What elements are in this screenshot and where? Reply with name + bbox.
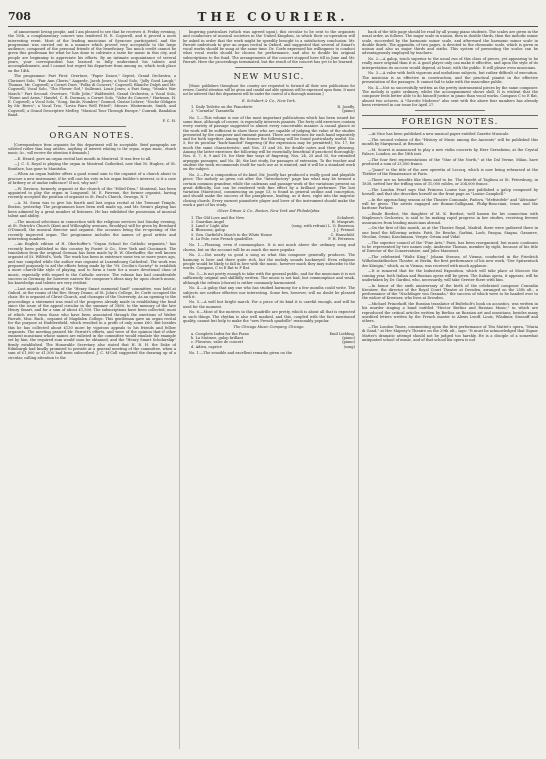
item-author: (piano): [342, 340, 355, 345]
column-left: [8, 30, 176, 753]
review-list: [191, 332, 355, 349]
review-paragraph: No. 4.—Not so successfully written as the pretty instrumental pieces by the same composer. The melody is quite ordinary, whilst the accompaniment shows skill. It is evident that the composer feels better able to do himself justice in piano than vocal works. Compass C to E flat, almost two octaves. A "Gavotte Moderne" also sent with the above four numbers has already been reviewed in our issue for April 27.: [362, 85, 538, 107]
item-title: 2. "Cornelia" Tarantella: [191, 109, 234, 114]
item-author: R. Josefly.: [337, 105, 355, 110]
news-item: —In honor of the sixth anniversary of the birth of the celebrated composer Conradin Kreutzer, the director of the Royal Court Theatre at Dresden, arranged on the 25th ult., a performance of the "Nachtlager von Granada," the success of which were to be handed over to the widow of Kreutzer, who lives at Dresden.: [362, 283, 538, 301]
page-number: 708: [8, 10, 31, 23]
news-item: —Michael Princekoff, the Russian translator of Bulteholt's book on acoustics, was written in his murder singing a band entitled "Hector Berlioz and Russian Music," in which are reproduced the critical articles written by Berlioz on Russian art and musicians, besides many unedited letters written by the French master to Alexis Lwoff, Louis, Wladimir, Stassoff and others.: [362, 302, 538, 324]
review-paragraph: No. 6.—Most of the motives in this quadrille are pretty, which is about all that is expected in such things. The rhythm is also well marked, and this, coupled with the fact mentioned quality, cannot but help to make the "new French quadrille" reasonably popular.: [183, 310, 355, 324]
author-signature: F. C. H.: [162, 118, 176, 123]
news-item: —The second volume of the "History of Music among the Ancients" will be published this month by Marquezail, at Brussels.: [362, 137, 538, 147]
news-item: —The London Times, commenting upon the first performance of Tito Mattei's opera, "Maria di Gand," at Her Majesty's Theatre on the 29th ult., says: "It must be acknowledged that Signor Mattei's dramatic attempt should not be judged too harshly. He is a disciple of a somewhat antiquated school of music, and of that school his opera is not: [362, 324, 538, 342]
review-list: [191, 105, 355, 114]
news-item: —"Jaunt" is the title of the new operetta of Lecocq, which is now being rehearsed at the Théâtre of the Renaissance at Paris.: [362, 167, 538, 177]
item-title: b. La Matinee, galop brillant: [191, 335, 244, 340]
news-item: —Emile Bordsst, the daughter of M. K. Bordsst, well known for his connection with Mapleson's Orchestra, is said to be making rapid progress in her studies, receiving fervent assurances from leading musicians abroad.: [362, 212, 538, 225]
column-right: [362, 30, 538, 753]
editor-note: [Music publishers throughout the country are requested to forward all their new publications for review. Careful attention will be given and candid and able opinions will be expressed upon them. It must not be inferred that this department will be under the control of a thorough musician.]: [183, 84, 355, 96]
review-paragraph: No. 5.—A well but bright march. For a piece of its kind it is careful enough, and will be used for the moment.: [183, 300, 355, 309]
section-heading-new-music: NEW MUSIC.: [233, 72, 305, 83]
header-rule: [8, 26, 538, 27]
item-title: d. Adieu, caprice: [191, 344, 222, 349]
section-divider: [58, 126, 125, 127]
item-author: Emil Liebling.: [329, 331, 355, 336]
news-item: —There are no benefits like them said to be. The benefit of Taglioni at St. Petersburg, in 1838, netted her the trifling sum of 31,000 rubles, or 204,000 francs.: [362, 177, 538, 187]
news-item: —In the approaching season at the Theatre Comunale, Padova, "Mefistofele" and "Africaine" will be given. The artists engaged are Boman-Galligaani, Philip-Boncciani, tenor, and the baritone Parhoni.: [362, 197, 538, 211]
news-item: —J. C. S. Royal is playing the organ in Montreal Cathedral, now that M. Hughes, of St. Boniface, has gone to Manitoba.: [8, 162, 176, 171]
review-paragraph: No. 2.—Not nearly so good a song as what this composer generally produces. The harmony is here and there quite rich, but the melody sounds hackneyed. Even religious people would be likely to fall in love with the music, however much they may subscribe to the words. Compass, C to E flat to F flat.: [183, 253, 355, 271]
item-author: (song, with refrain) L. O. Emerson.: [291, 224, 355, 229]
news-item: —On the first of this month, as at the Theatre Royal, Madrid, there were gathered there in one head the following artists: Patti, De Rescke, Garbini, Loeb, Pasqua, Stagno, Gazzarre, Nicolini, Orsini, Kaschmann, Verger, Ortam and Vidal.: [362, 226, 538, 239]
section-heading-organ-notes: ORGAN NOTES.: [49, 131, 135, 142]
section-divider: [415, 110, 485, 111]
news-item: —E. Heard, gave an organ recital last month in Montreal. It was free to all.: [14, 156, 152, 161]
review-list: [191, 216, 355, 242]
review-paragraph: No. 4.—A galop that any one who has studied harmony for a few months could write. The subjects are neither effective nor interesting. Some few, however, will no doubt be pleased with it.: [183, 286, 355, 299]
news-item: —The London Pearl says that Princess Louise has just published a galop composed by herself, and that she describes herself on the front page as "Louise Campbell.": [362, 187, 538, 197]
publisher-name: The Chicago Music Company, Chicago.: [233, 325, 305, 330]
review-paragraph: No. 1.—Pleasing, even if commonplace. It is not much above the ordinary song and chorus, but on the account will be as much the more popular.: [183, 243, 355, 252]
publisher-name: E. Schubert & Co., New York.: [241, 98, 297, 103]
review-paragraph: No. 2.—For a composition of its kind, Mr. Josefly has produced a really good and playable piece. The melody as given out after the "Introductory" page has what may be termed a certain common grandeur, while the cadenzas and passage-work of the variations present no great difficulty, but can be rendered with fine effect by a brilliant performer. The last variation (Maestoso), commencing on page 13, is found in general outline and conception, and should make the success of the paraphrase, leading, as it does, right into the majestic closing chords. Every earnest pianoforte player and lover of the instrument should make the work a part of his study.: [183, 172, 355, 207]
news-item: —The superior council of the "Fine Arts," Paris, has been reorganized; but music continues to be represented by two names only: Ambroise Thomas, member by right, because of his title of Director of the Conservatoire, and Jules Massenet.: [362, 240, 538, 254]
item-author: (piano): [342, 335, 355, 340]
news-item: —The musical selections in connection with the religious services last Sunday evening, at St. Patrick's Church (Kent and Willoughby avenues, Brooklyn) will be given by Bernhard O'Donnell, the musical director and organist, the occasion being the re-opening of the recently improved organ. The programme includes the names of good artists and interesting numbers.: [8, 219, 176, 241]
item-author: H. Muspratt.: [331, 219, 355, 224]
list-item: [191, 109, 355, 113]
article-paragraph: The programme: Part First: Overture, "Paper Dance," Septet, Grand Orchestra; a Clarionet Solo, "Fair Ann Cheris," Aagarde, Jacob Jones; a Vocal Solo, "Jolly Good Laugh," Thomas, Mr. Cogswell; a Cornet Duet, "Polka di Concert," Cogswell, Blanche Dolph and Mr. Cogswell; Vocal Solo, "The Flower Girl," Sullivant, Louis Jones; a Part Song, "Monk's War March." Part Second: Overture, "Tolle Jolie," Waldteufel, Grand Orchestra; a Vocal Solo, "Home and Arms," Handel, C. B. Dorman; a Cornet Solo, "Valse de Concert," Hartman, H. E. Cogswell; a Vocal Solo, "Song, Smile, Number," Gounod, Gustav Lehrer; "Noche Obligato by Mr. Beers"; a Vocal Trio, "Lovin Fairs Well Fitted"; Messrs. Wintermute, Smith, and Cogswell; a Grand Descriptive Medley, "Musical Tour Through Europe," Conradi, Bandalon Band.: [8, 74, 176, 118]
item-author: J. J. Freund.: [333, 228, 355, 233]
item-title: 3. Land o' Light Afar: [191, 224, 229, 229]
item-title: c. Fluvatus, valse de concert: [191, 340, 244, 345]
item-author: C. Hanschild.: [330, 232, 355, 237]
review-paragraph: No. 3.—A valse with both vigorous and melodious subjects, but rather difficult of execution. The musician is as effective in construction, and the practical pianist in the effective presentation of the passages. It cannot fail to take with the masculine public.: [362, 71, 538, 85]
news-item: —Last month a meeting of the "Henry Smart memorial fund" committee, was held at Oxford, at the rooms of the Rev. Henry Deane, of St. John's College, Dr. Corfe occupied the chair. He is organist of Christ Church, and choragus of the University. As an opening to the proceedings a statement was read of the progress already made in establishing the fund since the issue of the appeal circular in the summer of 1880, to the memory of the late Henry Smart, and for a sum of about £1,500. The subscriptions have been collected, most of which were from those who have been associated through the exertions of Walter Parratt, Mus. Bach., organist of Magdalen College. This gentleman gave an organ recital for the purpose at Huddersfield, which resulted in a profit of only some £60. But besides this he has collected about £130 more by vigorous appeals to his friends and fellow organists. The meeting praised Mr. Parratt's efforts, and were of the opinion that if other eminent musicians whose names are enlisted in the committee would emulate the example set by him, the required sum would soon be obtained, and the "Henry Smart Scholarship" firmly established. The Honorable Secretary also stated that H. R. H. the Duke of Edinburgh had kindly promised to preside at a general meeting of the committee, when a sum of £1,000 or £1,500 had been subscribed. J. C. M'Coll suggested the drawing up of a circular, calling attention to the: [8, 286, 176, 360]
column-divider: [179, 30, 180, 749]
article-paragraph: of amusement loving people, and I am pleased to see that he receives it. Friday evening, the 10th, a complimentary concert was tendered H. E. Cogswell, and it proved a most interesting event. Most of the leading musicians of Syracuse participated, and the programme was carried out in a manner which proved very acceptable to the large audience, composed of the personal friends of the beneficiary. Too much credit cannot be given this gentleman for what he has done to cultivate a taste for music in this city, and people are beginning to appreciate his efforts. By an intimate acquaintance of several years, your correspondent has learned to fully understand his talents and accomplishments, and I cannot but regret his departure from among us, which took place on the 14th.: [8, 30, 176, 73]
list-item: [191, 345, 355, 349]
item-title: 1. The Old Love and the New: [191, 215, 245, 220]
item-title: a. Complete Index for the Piano: [191, 331, 249, 336]
page-header: [8, 10, 538, 24]
news-item: —M. Souret is announced to play a new violin concerto by Herr Gernsheim, at the Crystal Palace, London, on the 18th inst.: [362, 147, 538, 157]
section-divider: [235, 67, 304, 68]
news-item: —An English edition of H. Oberhoffer's "Organ School for Catholic organists," has recently been published in this country by Pustet & Co., New York and Cincinnati. The translation from the original German has been made by B. W. Oberhoffer, the well known organist of St. Wilfrid's, York. The work has been in existence some ten or more years ago, and was compiled while the author was organist at Luxembourg Cathedral. The work was prepared purposely to aid the efforts being made by the "St. Cecilia's Society" to establish a more church-like style of playing, and to form a taste for a more devotional class of music, especially with regard to the Catholic service. The volume has had considerable success in Germany, for however narrow the composer's ideas may be upon church music, his knowledge and talents are very evident.: [8, 242, 176, 286]
article-paragraph: lingering particulars (which was agreed upon), this circular to be sent to the organists and conductors of musical societies in the United Kingdom, in which their co-operation will be asked in order that the work might be speedily brought to a satisfactory conclusion. Mr. Parratt undertook to give an organ recital in Oxford, and suggested that several of Smart's vocal works should be sung at the same time. Dr. Corfe expressed his willingness to conduct what vocal works should be chosen for performance, and also to double his original subscriptions to the fund. The arrangements of the concert stopped here till in June and Mr. Parratt. Here the proceedings terminated, but the result of the concert has yet to be learned.: [183, 30, 355, 65]
masthead-title: THE COURIER.: [197, 10, 349, 24]
item-author: (song): [343, 344, 355, 349]
news-item: —The celebrated "Waltz King," Johann Strauss, of Vienna, conducted in the Friedrich Wilhelmstädtisches Theater, at Berlin, the first performance of his new work, "Der Spitzentuch der Königin," which, as in Vienna, was received with much applause.: [362, 254, 538, 268]
item-author: (piano): [342, 109, 355, 114]
news-item: —The four first representations of the "Star of the North," at the Dal Verme, Milan, have produced a sum of 23,500 francs.: [362, 157, 538, 167]
editor-note: [Correspondence from organists for this department will be acceptable. Brief paragraphs are solicited rather than long articles. Anything of interest relating to the organ, organ music, church music, &c., will receive the attention it demands.]: [8, 143, 176, 155]
column-divider: [358, 30, 359, 749]
review-paragraph: No. 3.—Is not pretty enough to take with the general public, and for the musicians it is not sufficiently original and skillfully written. The music is not bad, but commonplace and weak, although the refrain (chorus) is rather commonly harmonized.: [183, 271, 355, 285]
item-title: 5. Gen. Garfield's March to the White House: [191, 232, 273, 237]
item-author: F. H. Petersen.: [328, 237, 355, 242]
news-item: —At Nice has been published a new musical paper entitled Gazette Musicale.: [368, 132, 510, 137]
news-item: —A. M. Swan was to give his fourth and last organ recital at the Tremont Temple, Boston, yesterday. The programmes have been well made up, and Mr. Swan's playing has been admired by a great number of listeners. He has exhibited the possession of musical talent and ability.: [8, 201, 176, 218]
section-heading-foreign-notes: FOREIGN NOTES.: [362, 115, 538, 129]
review-paragraph: No. 1.—The sensible and excellent remarks given on the: [189, 350, 292, 355]
item-title: 2. Guardian Angel: [191, 219, 225, 224]
item-author: Schubert.: [337, 215, 355, 220]
news-item: —It is rumored that for the Industrial Exposition, which will take place at Moscow the coming year, both Italian and Russian opera will be given. The Italian opera, it appears, will be undertaken by Dr. Gardini, who, necessarily, will take Gerster there with him.: [362, 269, 538, 282]
publisher-name: Oliver Ditson & Co., Boston, New York and Philadelphia.: [217, 209, 321, 214]
item-title: 6. La Pole, rose French quadrilles: [191, 237, 253, 242]
review-paragraph: No. 2.—A galop, touch superior to the usual run of this class of pieces, yet appearing to be really more original than it is. A good player only can make it effective, and upon the style of its interpretation its success would depend, at least, with the public. It will please even musicians.: [362, 57, 538, 70]
list-item: [191, 237, 355, 241]
review-paragraph: back of the title page should be read by all young piano students. The scales are given in the usual order, as follows. The major scale in unison, then in double thirds, then the melodic minor scale, succeeded by the harmonic minor scale, and afterward the harmonic minor scale in double thirds. The appendix, of two pages, is devoted to the chromatic scale, which is given in unison and also as major thirds and sixths. This system of presenting the scales can be advantageously employed by teachers.: [362, 30, 538, 56]
column-middle: [183, 30, 355, 753]
news-item: —W. Davison, formerly organist at the church of the "Hôtel-Dieu," Montreal, has been appointed to play the organ in Longueuil. M. E. Favreau, the former organist, having recently accepted the position of organist in St. Paul's Church, Oswego, N. Y.: [8, 186, 176, 200]
news-item: —When an organ builder offers a good round sum to the organist of a church about to procure a new instrument, if he will cast his vote in his organ builder's interest, is it a case of bribery or of undue influence? If not, why not?: [8, 172, 176, 186]
item-title: 1. Daily Toilette on the Pianoforte: [191, 105, 253, 110]
review-paragraph: No. 1.—This volume is one of the most important publications which has been issued for some time, although of course, is especially interests pianists. The forty odd exercises contain every variety of passage suggested to almost every conceivable manner. A casual glance at the work will be sufficient to show those who are capable of judging the value of the studies presented by the composer and eminent pianist. There are exercises for each hand separately and for both together. Among the former the following will be found particularly useful: No. 5, for its peculiar "back-handed" fingering (if the expression may be permitted); No. 17, for much the same characteristic; and Nos. 31 and 36, for double notes and their phrasing. Among the latter exercises the following will be essentially beneficial if practiced thoroughly: Nos. 6, 7, 8, 9 and 10, for their fine ways of fingering; Nos. 24, 25 and 35, for extended arpeggio passages; and No. 40, the last study, for passages of extension. To the teacher and student the work recommends itself for such use as is wanted, and it will be a standard work on the subject.: [183, 115, 355, 172]
item-title: 4. Blossoms, galop: [191, 228, 225, 233]
